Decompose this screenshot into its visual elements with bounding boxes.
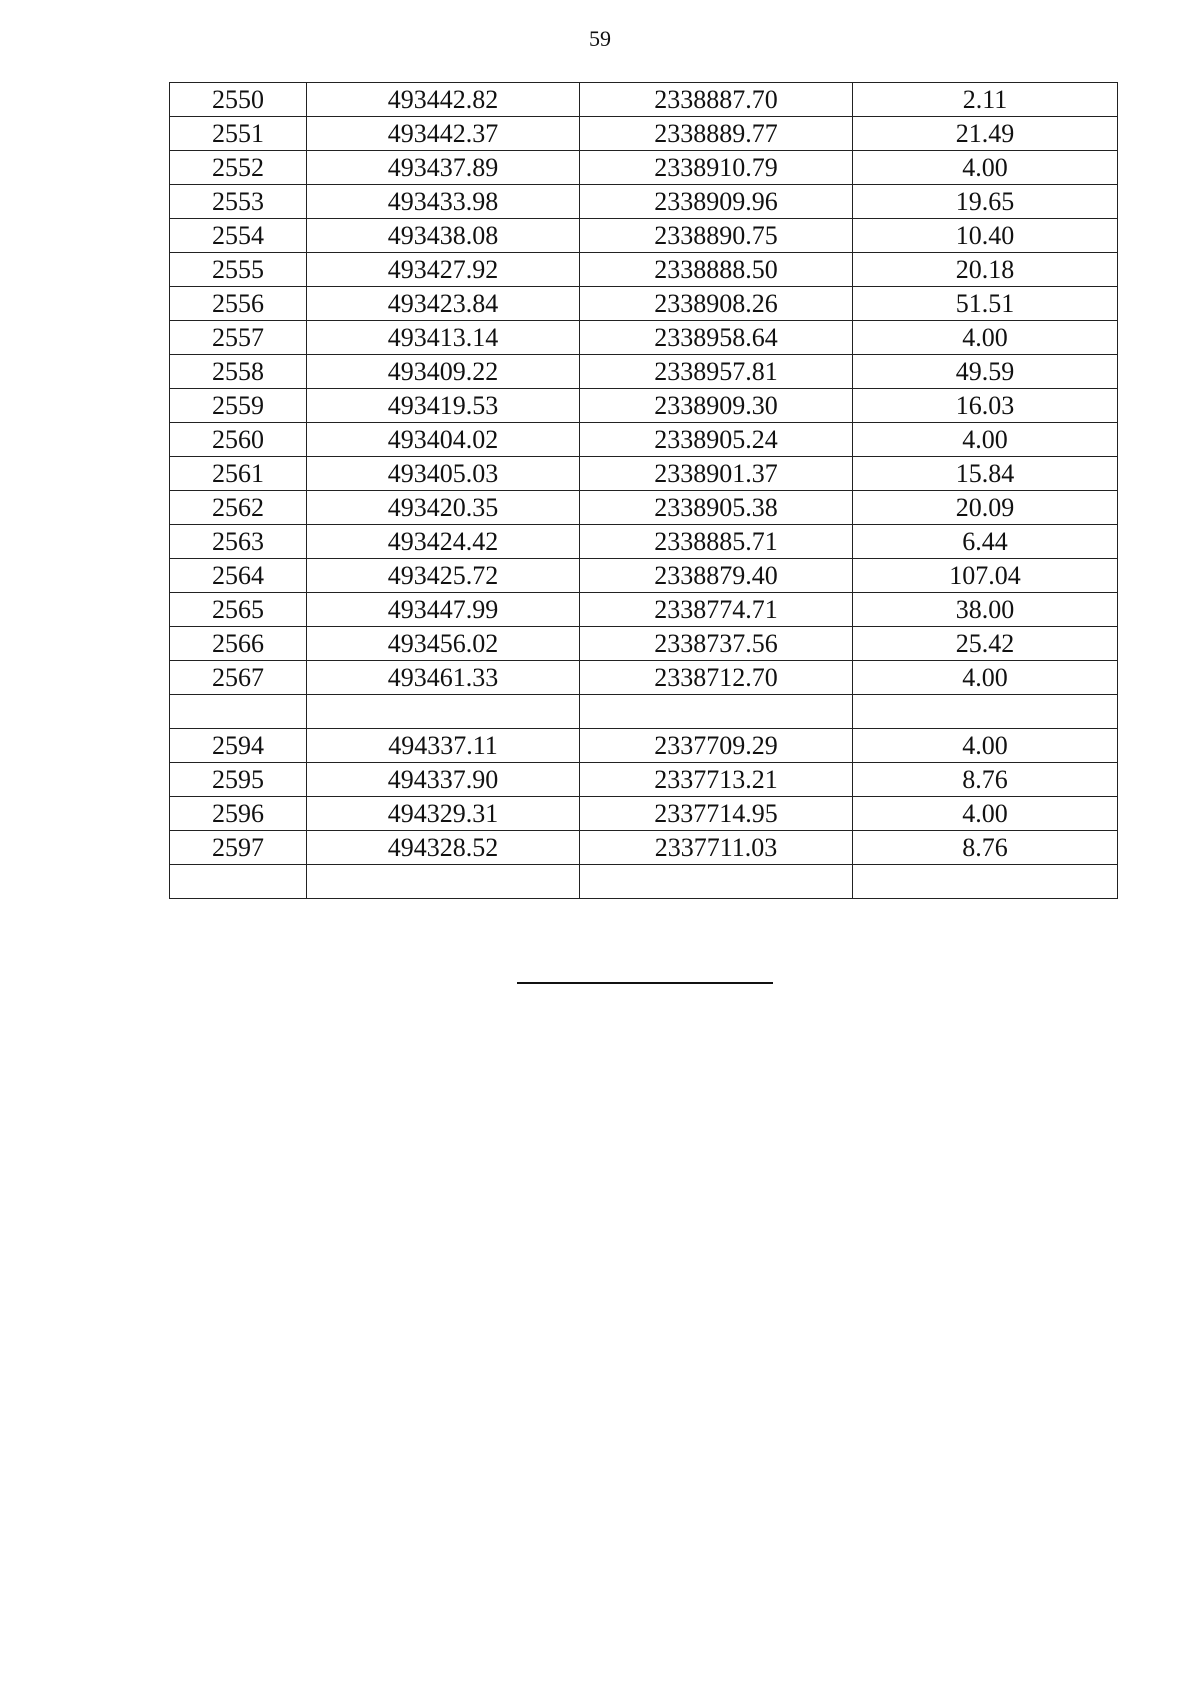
point-number-cell: 2563 <box>170 525 307 559</box>
distance-cell: 8.76 <box>853 763 1118 797</box>
x-coordinate-cell: 493433.98 <box>307 185 580 219</box>
distance-cell: 15.84 <box>853 457 1118 491</box>
x-coordinate-cell: 493420.35 <box>307 491 580 525</box>
point-number-cell: 2595 <box>170 763 307 797</box>
point-number-cell: 2558 <box>170 355 307 389</box>
distance-cell: 51.51 <box>853 287 1118 321</box>
point-number-cell <box>170 695 307 729</box>
point-number-cell: 2554 <box>170 219 307 253</box>
distance-cell: 107.04 <box>853 559 1118 593</box>
x-coordinate-cell: 493442.37 <box>307 117 580 151</box>
y-coordinate-cell <box>580 865 853 899</box>
y-coordinate-cell: 2338712.70 <box>580 661 853 695</box>
point-number-cell: 2596 <box>170 797 307 831</box>
x-coordinate-cell: 493424.42 <box>307 525 580 559</box>
table-row <box>170 321 1118 355</box>
y-coordinate-cell: 2338909.30 <box>580 389 853 423</box>
coordinates-table <box>169 82 1118 899</box>
x-coordinate-cell: 494337.11 <box>307 729 580 763</box>
distance-cell: 16.03 <box>853 389 1118 423</box>
distance-cell: 4.00 <box>853 661 1118 695</box>
y-coordinate-cell: 2338879.40 <box>580 559 853 593</box>
distance-cell: 4.00 <box>853 797 1118 831</box>
y-coordinate-cell: 2337714.95 <box>580 797 853 831</box>
point-number-cell: 2564 <box>170 559 307 593</box>
page-number: 59 <box>589 26 611 51</box>
y-coordinate-cell: 2337711.03 <box>580 831 853 865</box>
x-coordinate-cell <box>307 695 580 729</box>
table-row <box>170 151 1118 185</box>
x-coordinate-cell: 494329.31 <box>307 797 580 831</box>
table-row <box>170 491 1118 525</box>
x-coordinate-cell: 493404.02 <box>307 423 580 457</box>
point-number-cell <box>170 865 307 899</box>
point-number-cell: 2553 <box>170 185 307 219</box>
y-coordinate-cell: 2338889.77 <box>580 117 853 151</box>
point-number-cell: 2556 <box>170 287 307 321</box>
y-coordinate-cell: 2338888.50 <box>580 253 853 287</box>
table-row <box>170 525 1118 559</box>
table-row <box>170 729 1118 763</box>
table-row <box>170 219 1118 253</box>
x-coordinate-cell: 493413.14 <box>307 321 580 355</box>
y-coordinate-cell: 2338737.56 <box>580 627 853 661</box>
distance-cell: 19.65 <box>853 185 1118 219</box>
distance-cell: 25.42 <box>853 627 1118 661</box>
point-number-cell: 2594 <box>170 729 307 763</box>
x-coordinate-cell: 493423.84 <box>307 287 580 321</box>
point-number-cell: 2561 <box>170 457 307 491</box>
y-coordinate-cell <box>580 695 853 729</box>
point-number-cell: 2597 <box>170 831 307 865</box>
x-coordinate-cell <box>307 865 580 899</box>
table-row <box>170 865 1118 899</box>
x-coordinate-cell: 493442.82 <box>307 83 580 117</box>
distance-cell <box>853 865 1118 899</box>
y-coordinate-cell: 2338905.24 <box>580 423 853 457</box>
point-number-cell: 2559 <box>170 389 307 423</box>
x-coordinate-cell: 493438.08 <box>307 219 580 253</box>
x-coordinate-cell: 493437.89 <box>307 151 580 185</box>
table-row <box>170 83 1118 117</box>
table-row <box>170 593 1118 627</box>
distance-cell: 4.00 <box>853 151 1118 185</box>
x-coordinate-cell: 493405.03 <box>307 457 580 491</box>
point-number-cell: 2567 <box>170 661 307 695</box>
x-coordinate-cell: 494328.52 <box>307 831 580 865</box>
point-number-cell: 2551 <box>170 117 307 151</box>
y-coordinate-cell: 2338887.70 <box>580 83 853 117</box>
distance-cell: 49.59 <box>853 355 1118 389</box>
table-row <box>170 287 1118 321</box>
point-number-cell: 2555 <box>170 253 307 287</box>
distance-cell: 8.76 <box>853 831 1118 865</box>
distance-cell <box>853 695 1118 729</box>
distance-cell: 20.18 <box>853 253 1118 287</box>
x-coordinate-cell: 494337.90 <box>307 763 580 797</box>
x-coordinate-cell: 493461.33 <box>307 661 580 695</box>
distance-cell: 21.49 <box>853 117 1118 151</box>
distance-cell: 38.00 <box>853 593 1118 627</box>
distance-cell: 2.11 <box>853 83 1118 117</box>
distance-cell: 4.00 <box>853 729 1118 763</box>
point-number-cell: 2560 <box>170 423 307 457</box>
distance-cell: 20.09 <box>853 491 1118 525</box>
y-coordinate-cell: 2338885.71 <box>580 525 853 559</box>
y-coordinate-cell: 2338905.38 <box>580 491 853 525</box>
table-row <box>170 457 1118 491</box>
y-coordinate-cell: 2338909.96 <box>580 185 853 219</box>
table-row <box>170 355 1118 389</box>
distance-cell: 10.40 <box>853 219 1118 253</box>
distance-cell: 4.00 <box>853 423 1118 457</box>
point-number-cell: 2550 <box>170 83 307 117</box>
distance-cell: 6.44 <box>853 525 1118 559</box>
x-coordinate-cell: 493425.72 <box>307 559 580 593</box>
point-number-cell: 2566 <box>170 627 307 661</box>
table-row <box>170 763 1118 797</box>
table-row <box>170 253 1118 287</box>
y-coordinate-cell: 2338890.75 <box>580 219 853 253</box>
y-coordinate-cell: 2338958.64 <box>580 321 853 355</box>
x-coordinate-cell: 493447.99 <box>307 593 580 627</box>
table-row <box>170 695 1118 729</box>
x-coordinate-cell: 493409.22 <box>307 355 580 389</box>
coordinates-table-body <box>170 83 1118 899</box>
x-coordinate-cell: 493456.02 <box>307 627 580 661</box>
y-coordinate-cell: 2338910.79 <box>580 151 853 185</box>
point-number-cell: 2552 <box>170 151 307 185</box>
y-coordinate-cell: 2337709.29 <box>580 729 853 763</box>
table-row <box>170 627 1118 661</box>
y-coordinate-cell: 2338908.26 <box>580 287 853 321</box>
table-row <box>170 423 1118 457</box>
x-coordinate-cell: 493427.92 <box>307 253 580 287</box>
x-coordinate-cell: 493419.53 <box>307 389 580 423</box>
table-row <box>170 797 1118 831</box>
y-coordinate-cell: 2338901.37 <box>580 457 853 491</box>
point-number-cell: 2565 <box>170 593 307 627</box>
y-coordinate-cell: 2338957.81 <box>580 355 853 389</box>
table-row <box>170 831 1118 865</box>
table-row <box>170 117 1118 151</box>
table-row <box>170 559 1118 593</box>
table-row <box>170 185 1118 219</box>
distance-cell: 4.00 <box>853 321 1118 355</box>
y-coordinate-cell: 2337713.21 <box>580 763 853 797</box>
table-row <box>170 661 1118 695</box>
y-coordinate-cell: 2338774.71 <box>580 593 853 627</box>
footer-rule <box>517 982 773 984</box>
table-row <box>170 389 1118 423</box>
point-number-cell: 2557 <box>170 321 307 355</box>
point-number-cell: 2562 <box>170 491 307 525</box>
